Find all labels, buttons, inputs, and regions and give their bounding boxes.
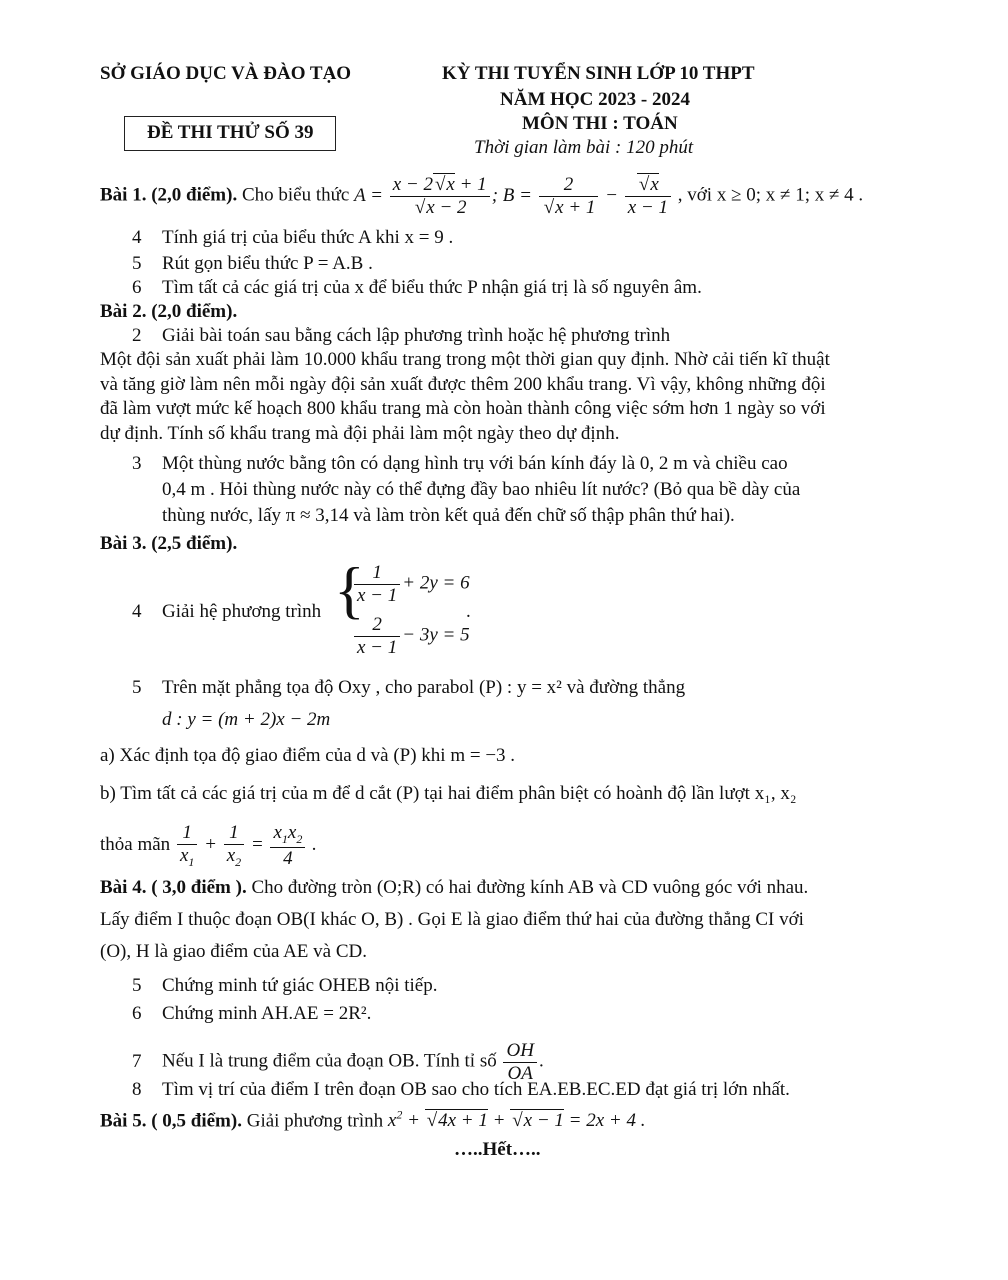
bai4-item-1: 5 Chứng minh tứ giác OHEB nội tiếp.	[132, 975, 438, 996]
bai2-item-2: 3 Một thùng nước bằng tôn có dạng hình trụ với bán kính đáy là 0, 2 m và chiều cao	[132, 453, 788, 474]
equation-2: $\frac{2}{x - 1}$ − 3y = 5	[352, 614, 470, 659]
system-period: .	[466, 601, 471, 622]
bai1-intro: Cho biểu thức	[241, 184, 350, 206]
frac-B1: 2 √ x + 1	[539, 174, 599, 219]
bai4-line-2: Lấy điểm I thuộc đoạn OB(I khác O, B) . Gọi E là giao điểm thứ hai của đường thẳng CI với	[100, 909, 804, 930]
end-marker: …..Hết…..	[454, 1139, 541, 1160]
exam-code-box: ĐỀ THI THỬ SỐ 39	[124, 116, 336, 151]
equation-1: $\frac{1}{x - 1}$ + 2y = 6	[352, 562, 470, 607]
bai3-item-1: 4 Giải hệ phương trình	[132, 601, 322, 622]
bai2-problem: Một đội sản xuất phải làm 10.000 khẩu trang trong một thời gian quy định. Nhờ cải tiến kĩ thuật và tăng giờ làm nên mỗi ngày đội sản xuất được thêm 200 khẩu trang. Vì vậy, không những đội đã làm vượt mức kế hoạch 800 khẩu trang mà còn hoàn thành công việc sớm hơn 1 ngày so với dự định. Tính số khẩu trang mà đội phải làm một ngày theo dự định.	[100, 349, 830, 445]
bai1-item-2: 5 Rút gọn biểu thức P = A.B .	[132, 253, 373, 274]
part-a: a) Xác định tọa độ giao điểm của d và (P) khi m = −3 .	[100, 745, 516, 766]
bai4-item-3: 7 Nếu I là trung điểm của đoạn OB. Tính tỉ số $\frac{OH}{OA}$ .	[132, 1040, 544, 1084]
bai4-line-1: Bài 4. ( 3,0 điểm ). Cho đường tròn (O;R) có hai đường kính AB và CD vuông góc với nhau.	[100, 877, 809, 898]
school-year: NĂM HỌC 2023 - 2024	[500, 89, 690, 110]
system-brace: {	[334, 554, 365, 625]
part-b: b) Tìm tất cả các giá trị của m để d cắt (P) tại hai điểm phân biệt có hoành độ lần lượt x₁, x₂	[100, 783, 797, 804]
expr-A: A = x − 2√ x + 1 √ x − 2 ; B = 2 √ x + 1 − √ $\frac{x}{x - 1}$	[354, 185, 678, 206]
time-limit: Thời gian làm bài : 120 phút	[474, 137, 694, 158]
bai1-item-1: 4 Tính giá trị của biểu thức A khi x = 9 .	[132, 227, 454, 248]
bai4-item-2: 6 Chứng minh AH.AE = 2R².	[132, 1003, 372, 1024]
exam-title: KỲ THI TUYỂN SINH LỚP 10 THPT	[442, 63, 755, 84]
bai5-line: Bài 5. ( 0,5 điểm). Giải phương trình $x^2$ + √ 4x + 1 + √ x − 1 = 2x + 4 .	[100, 1108, 948, 1134]
bai1-condition: , với x ≥ 0; x ≠ 1; x ≠ 4 .	[677, 184, 864, 206]
bai2-item-2-line3: thùng nước, lấy π ≈ 3,14 và làm tròn kết quả đến chữ số thập phân thứ hai).	[162, 505, 735, 526]
bai3-heading: Bài 3. (2,5 điểm).	[100, 533, 238, 554]
bai2-heading: Bài 2. (2,0 điểm).	[100, 301, 238, 322]
department-name: SỞ GIÁO DỤC VÀ ĐÀO TẠO	[100, 63, 352, 84]
subject: MÔN THI : TOÁN	[522, 113, 678, 134]
bai1-line	[100, 174, 948, 219]
bai2-item-2-line2: 0,4 m . Hỏi thùng nước này có thể đựng đầy bao nhiêu lít nước? (Bỏ qua bề dày của	[162, 479, 801, 500]
bai2-item-1: 2 Giải bài toán sau bằng cách lập phương trình hoặc hệ phương trình	[132, 325, 671, 346]
frac-A: x − 2√ x + 1 √ x − 2	[390, 174, 490, 219]
bai3-item-2: 5 Trên mặt phẳng tọa độ Oxy , cho parabol (P) : y = x² và đường thẳng	[132, 677, 686, 698]
line-d: d : y = (m + 2)x − 2m	[162, 709, 331, 730]
bai4-item-4: 8 Tìm vị trí của điểm I trên đoạn OB sao cho tích EA.EB.EC.ED đạt giá trị lớn nhất.	[132, 1079, 790, 1100]
bai1-heading: Bài 1. (2,0 điểm).	[100, 184, 238, 206]
part-b-condition: thỏa mãn $\frac{1}{x_1}$ + $\frac{1}{x_2}$ = $\frac{x_1x_2}{4}$ .	[100, 822, 317, 869]
bai1-item-3: 6 Tìm tất cả các giá trị của x để biểu thức P nhận giá trị là số nguyên âm.	[132, 277, 702, 298]
frac-B2: √ $\frac{x}{x - 1}$	[625, 174, 671, 219]
bai4-line-3: (O), H là giao điểm của AE và CD.	[100, 941, 367, 962]
